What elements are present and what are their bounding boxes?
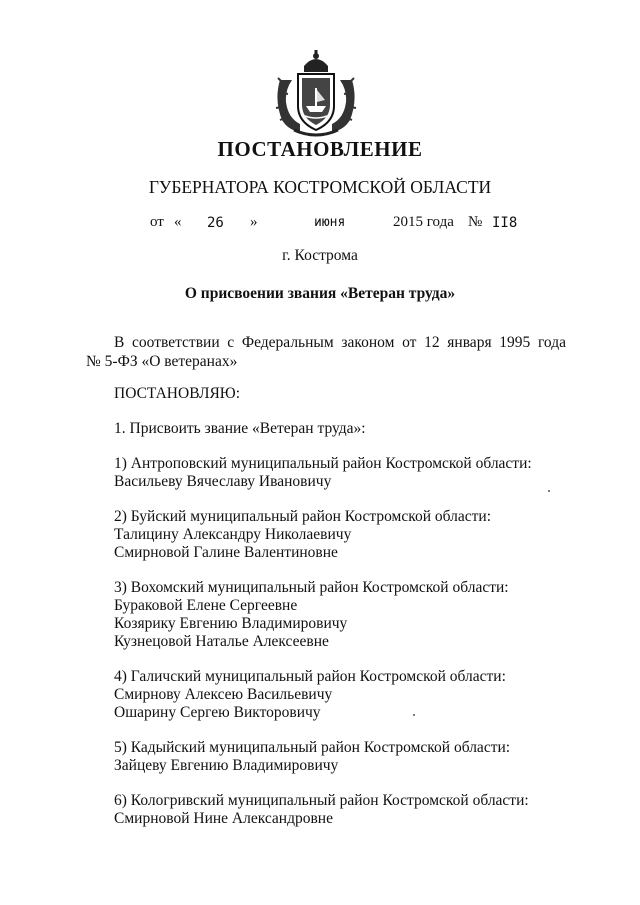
date-open-quote: « xyxy=(174,214,182,230)
document-heading: О присвоении звания «Ветеран труда» xyxy=(184,285,456,302)
person-name: Смирновой Галине Валентиновне xyxy=(114,544,338,561)
person-name: Васильеву Вячеславу Ивановичу xyxy=(114,473,332,490)
person-name: Козярику Евгению Владимировичу xyxy=(114,615,348,632)
district-title: 1) Антроповский муниципальный район Костромской области: xyxy=(114,455,532,472)
preamble-line-2: № 5-ФЗ «О ветеранах» xyxy=(86,353,238,370)
person-name: Кузнецовой Наталье Алексеевне xyxy=(114,633,329,650)
district-title: 5) Кадыйский муниципальный район Костромской области: xyxy=(114,739,511,756)
coat-of-arms-icon xyxy=(270,50,362,138)
district-title: 3) Вохомский муниципальный район Костромской области: xyxy=(114,579,509,596)
district-title: 2) Буйский муниципальный район Костромской области: xyxy=(114,508,492,525)
district-title: 6) Кологривский муниципальный район Костромской области: xyxy=(114,792,529,809)
date-year: 2015 года xyxy=(393,214,454,230)
document-subtitle: ГУБЕРНАТОРА КОСТРОМСКОЙ ОБЛАСТИ xyxy=(148,177,492,197)
person-name: Смирнову Алексею Васильевичу xyxy=(114,686,333,703)
scan-speck xyxy=(548,490,550,492)
scan-speck xyxy=(413,714,415,716)
person-name: Зайцеву Евгению Владимировичу xyxy=(114,757,339,774)
item-1: 1. Присвоить звание «Ветеран труда»: xyxy=(114,420,366,437)
city-line: г. Кострома xyxy=(282,247,358,264)
person-name: Смирновой Нине Александровне xyxy=(114,810,333,827)
resolve-word: ПОСТАНОВЛЯЮ: xyxy=(114,385,241,402)
date-day: 26 xyxy=(207,215,224,231)
person-name: Ошарину Сергею Викторовичу xyxy=(114,704,321,721)
preamble-line-1: В соответствии с Федеральным законом от 12 января 1995 года xyxy=(114,334,566,351)
date-close-quote: » xyxy=(250,214,258,230)
person-name: Бураковой Елене Сергеевне xyxy=(114,597,298,614)
preamble-paragraph xyxy=(114,333,566,352)
person-name: Талицину Александру Николаевичу xyxy=(114,526,352,543)
date-month: июня xyxy=(314,215,346,230)
date-prefix: от xyxy=(150,214,164,230)
document-title: ПОСТАНОВЛЕНИЕ xyxy=(217,137,423,161)
district-title: 4) Галичский муниципальный район Костромской области: xyxy=(114,668,506,685)
document-number: II8 xyxy=(492,215,518,231)
number-sign: № xyxy=(468,214,483,230)
